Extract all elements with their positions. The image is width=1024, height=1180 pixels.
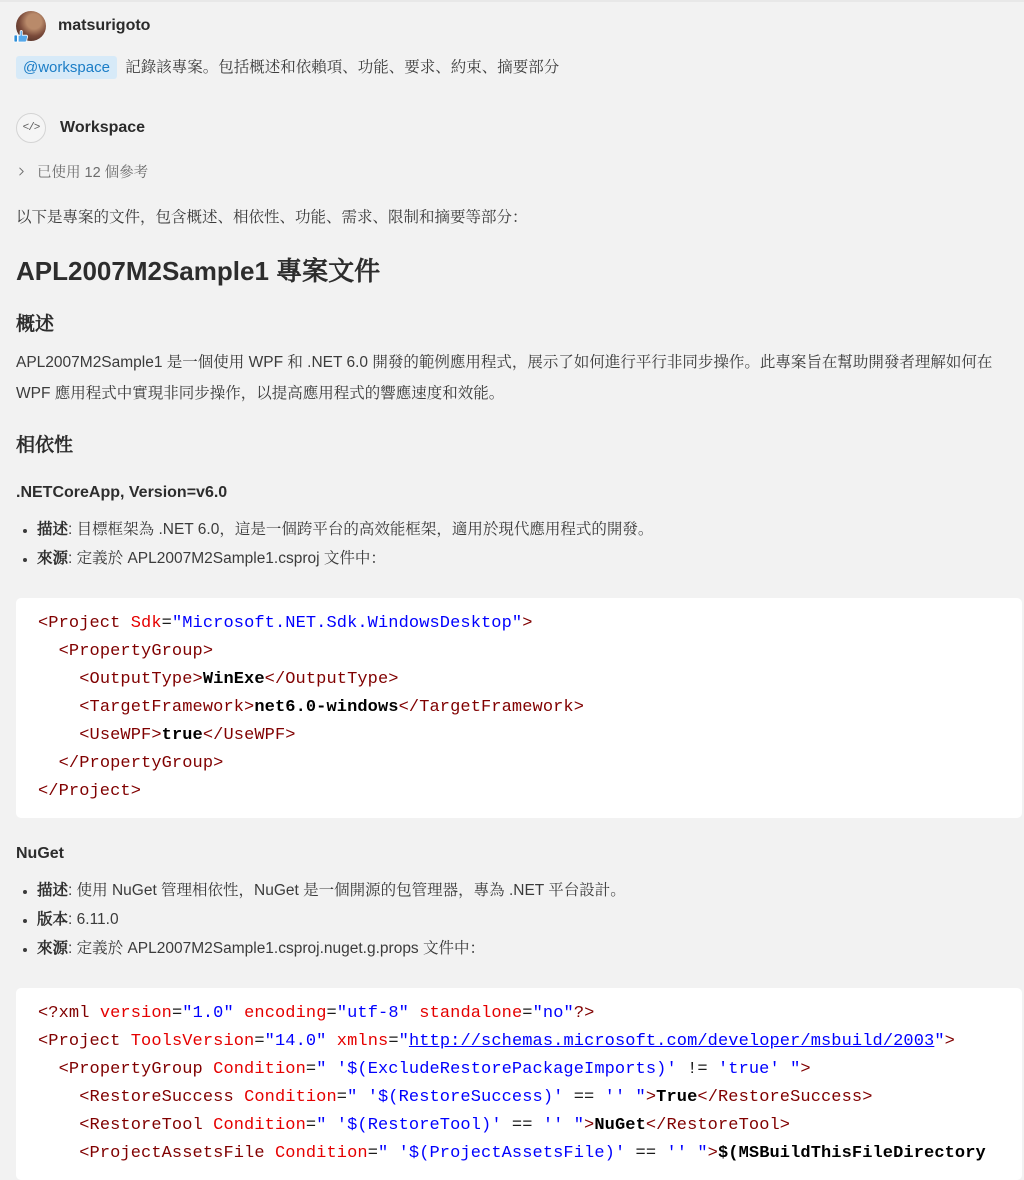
nuget-props-code-block: <?xml version="1.0" encoding="utf-8" standalone="no"?> <Project ToolsVersion="14.0" xmlns="http://schemas.microsoft.com/developer/msbuild/2003"> <PropertyGroup Condition=" '$(ExcludeRestorePackageImports)' != 'true' "> <RestoreSuccess Condition=" '$(RestoreSuccess)' == '' ">True</RestoreSuccess> <RestoreTool Condition=" '$(RestoreTool)' == '' ">NuGet</RestoreTool> <ProjectAssetsFile Condition=" '$(ProjectAssetsFile)' == '' ">$(MSBuildThisFileDirectory [16,988,1022,1180]
csproj-code-block: <Project Sdk="Microsoft.NET.Sdk.WindowsDesktop"> <PropertyGroup> <OutputType>WinExe</OutputType> <TargetFramework>net6.0-windows</TargetFramework> <UseWPF>true</UseWPF> </PropertyGroup> </Project> [16,598,1022,818]
references-label: 已使用 12 個參考 [37,165,149,181]
bullet-label: 版本 [37,911,69,928]
netcoreapp-bullet-list [0,515,1024,573]
thumbs-up-icon [13,28,29,44]
agent-name: Workspace [60,119,146,136]
label-separator: : [68,550,77,567]
bullet-text: 使用 NuGet 管理相依性，NuGet 是一個開源的包管理器，專為 .NET 平台設計。 [76,882,626,899]
bullet-text: 6.11.0 [76,911,119,928]
list-item [37,515,1008,544]
list-item [37,934,1008,963]
bullet-text: 目標框架為 .NET 6.0，這是一個跨平台的高效能框架，適用於現代應用程式的開發。 [76,521,654,538]
nuget-bullet-list [0,876,1024,963]
bullet-label: 來源 [37,940,69,957]
bullet-text: 定義於 APL2007M2Sample1.csproj.nuget.g.props 文件中： [76,940,485,957]
references-toggle[interactable] [0,161,1024,182]
heading-nuget: NuGet [16,845,64,862]
overview-paragraph: APL2007M2Sample1 是一個使用 WPF 和 .NET 6.0 開發的範例應用程式，展示了如何進行平行非同步操作。此專案旨在幫助開發者理解如何在 WPF 應用程式中實現非同步操作，以提高應用程式的響應速度和效能。 [16,354,993,402]
avatar [16,11,46,41]
xmlns-link[interactable]: http://schemas.microsoft.com/developer/msbuild/2003 [408,1032,935,1051]
user-message-text: 記錄該專案。包括概述和依賴項、功能、要求、約束、摘要部分 [125,59,560,76]
agent-header [0,113,1024,143]
heading-netcoreapp: .NETCoreApp, Version=v6.0 [16,484,228,501]
bullet-text: 定義於 APL2007M2Sample1.csproj 文件中： [76,550,386,567]
label-separator: : [68,521,77,538]
user-message-header [0,2,1024,41]
heading-dependencies: 相依性 [16,435,74,456]
bullet-label: 描述 [37,882,69,899]
page-title: APL2007M2Sample1 專案文件 [16,256,381,286]
label-separator: : [68,940,77,957]
bullet-label: 來源 [37,550,69,567]
code-brackets-icon: </> [16,113,46,143]
workspace-mention-chip: @workspace [16,56,117,79]
user-message [0,54,1024,82]
label-separator: : [68,882,77,899]
chevron-right-icon [16,166,27,177]
bullet-label: 描述 [37,521,69,538]
label-separator: : [68,911,77,928]
list-item [37,544,1008,573]
list-item [37,876,1008,905]
response-intro: 以下是專案的文件，包含概述、相依性、功能、需求、限制和摘要等部分： [16,209,528,226]
heading-overview: 概述 [16,314,55,335]
username: matsurigoto [58,17,151,34]
list-item [37,905,1008,934]
